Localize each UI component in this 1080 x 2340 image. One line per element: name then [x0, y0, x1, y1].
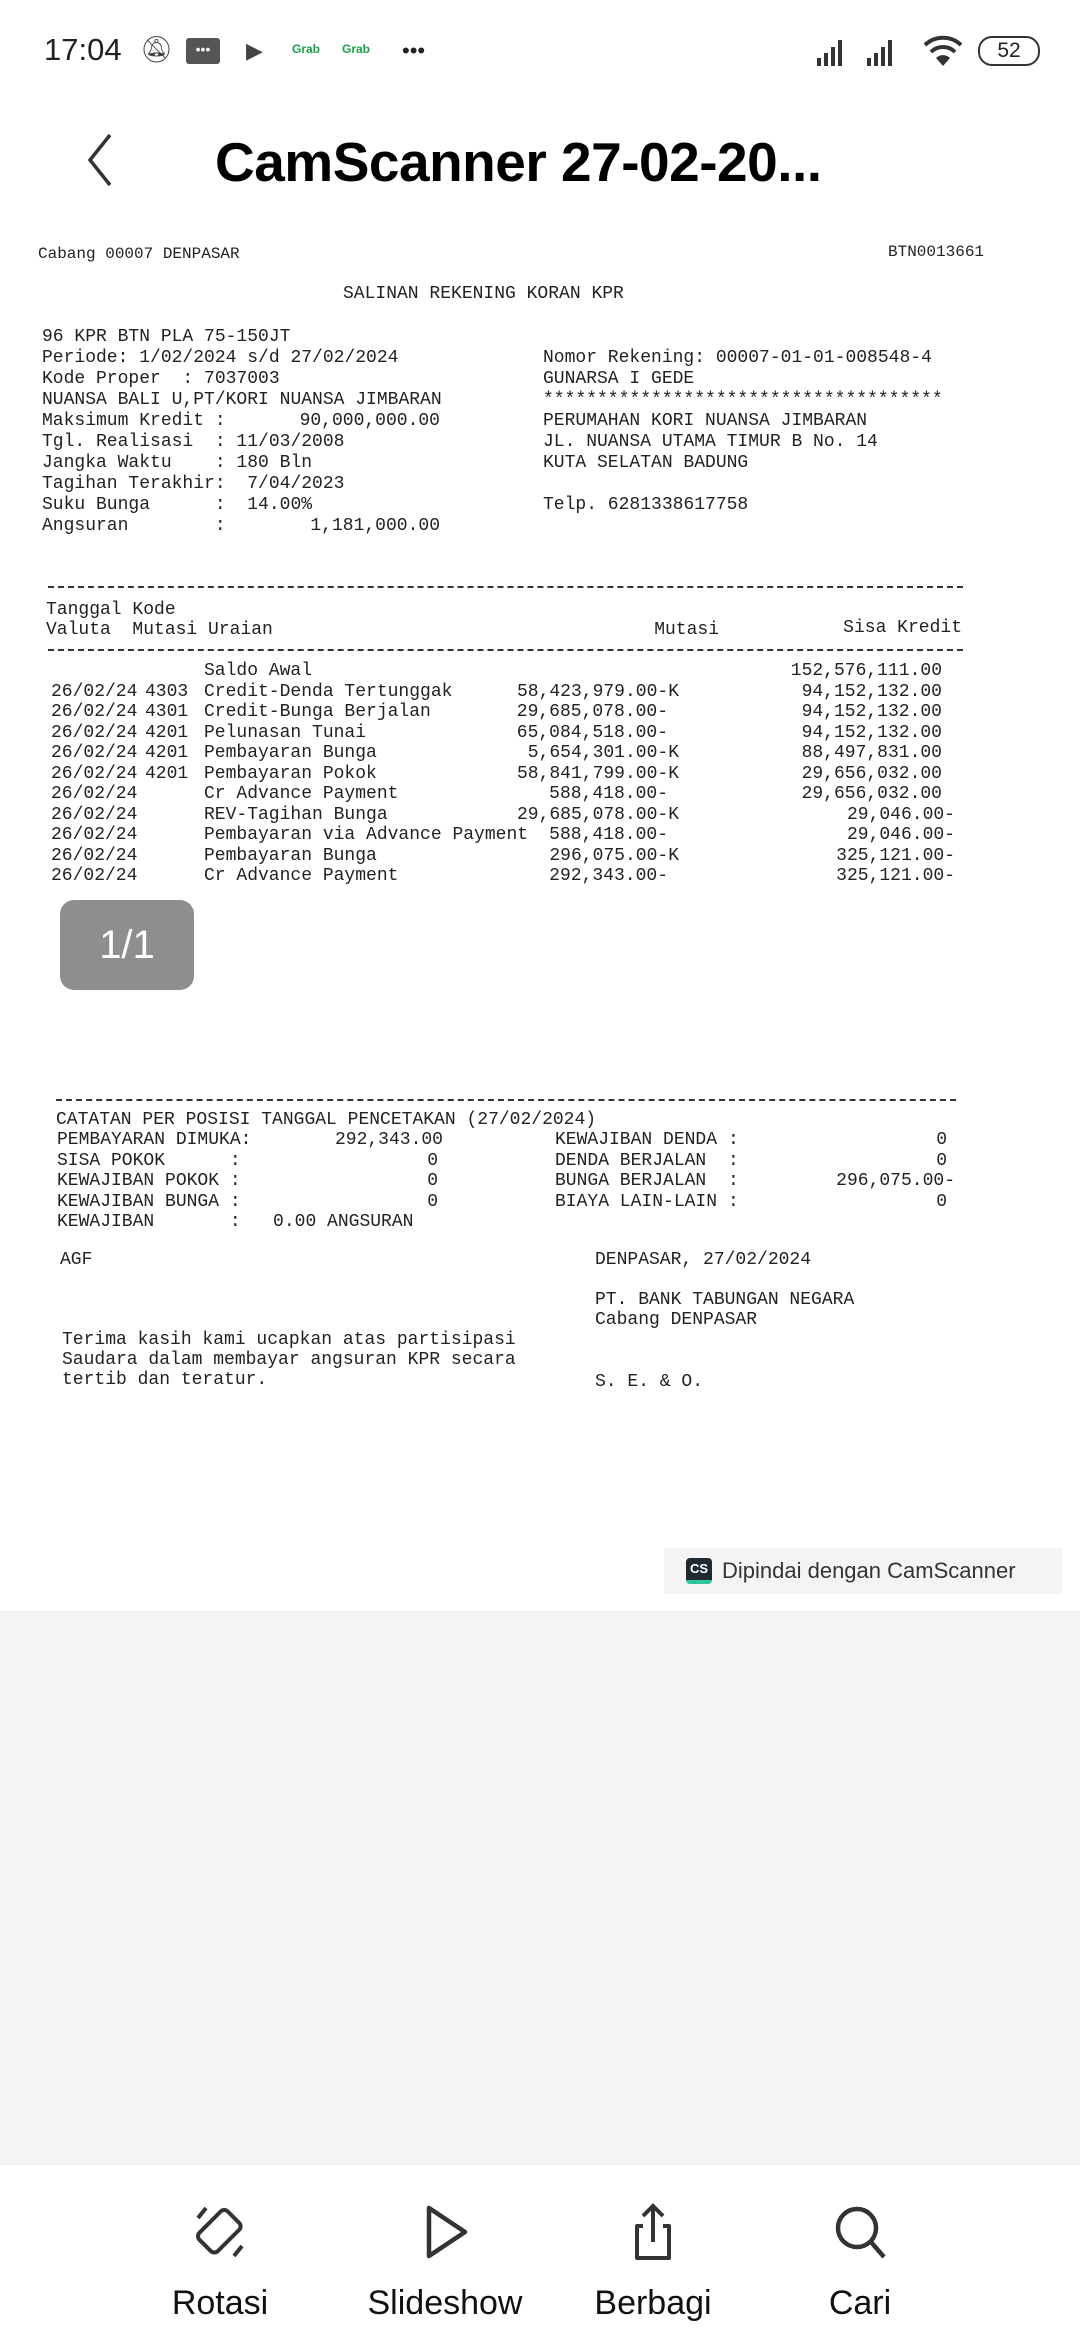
- row-description: Pembayaran Pokok: [204, 763, 377, 784]
- info-line: Tagihan Terakhir: 7/04/2023: [42, 474, 345, 494]
- row-sisa-kredit: 94,152,132.00: [801, 681, 942, 702]
- wifi-icon: [922, 34, 964, 68]
- row-mutasi: 65,084,518.00-: [516, 722, 668, 743]
- installment-value: 1,181,000.00: [310, 516, 440, 536]
- row-mutasi: 58,423,979.00-K: [516, 681, 679, 702]
- row-sisa-kredit: 29,046.00-: [846, 804, 955, 825]
- row-description: Pembayaran Bunga: [204, 743, 377, 763]
- watermark-text: Dipindai dengan CamScanner: [722, 1558, 1016, 1583]
- bank-name: PT. BANK TABUNGAN NEGARA: [595, 1290, 855, 1310]
- row-date: 26/02/24: [51, 845, 138, 866]
- status-bar: [0, 0, 1080, 100]
- info-line: Tgl. Realisasi : 11/03/2008: [42, 432, 345, 452]
- row-sisa-kredit: 88,497,831.00: [801, 743, 942, 763]
- scanned-document-page[interactable]: [0, 224, 1080, 1478]
- rotate-button[interactable]: [120, 2200, 320, 2323]
- info-line: KUTA SELATAN BADUNG: [543, 453, 749, 473]
- row-mutasi: 58,841,799.00-K: [516, 763, 679, 784]
- info-line: Suku Bunga : 14.00%: [42, 495, 313, 515]
- divider: [56, 1099, 956, 1101]
- table-header-line2: Valuta Mutasi Uraian: [46, 620, 273, 640]
- note-label: KEWAJIBAN DENDA: [555, 1130, 718, 1150]
- row-mutasi: 29,685,078.00-: [516, 702, 668, 722]
- row-code: 4201: [145, 763, 189, 784]
- note-value: 0: [427, 1191, 438, 1212]
- info-line: NUANSA BALI U,PT/KORI NUANSA JIMBARAN: [42, 390, 442, 410]
- max-credit-value: 90,000,000.00: [299, 411, 440, 431]
- note-label: BIAYA LAIN-LAIN: [555, 1191, 718, 1212]
- notes-title: CATATAN PER POSISI TANGGAL PENCETAKAN (27/02/2024): [56, 1110, 597, 1130]
- note-value: 0: [936, 1191, 947, 1212]
- row-date: 26/02/24: [51, 866, 138, 886]
- divider: [48, 586, 963, 588]
- grab-icon: Grab: [292, 42, 321, 56]
- info-line: Maksimum Kredit :: [42, 411, 226, 431]
- note-colon: :: [728, 1150, 739, 1171]
- row-date: 26/02/24: [51, 722, 138, 743]
- row-sisa-kredit: 325,121.00-: [836, 866, 955, 886]
- info-line: GUNARSA I GEDE: [543, 369, 695, 389]
- row-date: 26/02/24: [51, 784, 138, 804]
- note-colon: :: [728, 1191, 739, 1212]
- note-value: 292,343.00: [334, 1130, 443, 1150]
- battery-indicator: 52: [978, 36, 1040, 66]
- note-label: KEWAJIBAN POKOK :: [57, 1171, 241, 1191]
- seo-note: S. E. & O.: [595, 1372, 704, 1392]
- info-line: Periode: 1/02/2024 s/d 27/02/2024: [42, 348, 399, 368]
- row-date: 26/02/24: [51, 763, 138, 784]
- thanks-line: tertib dan teratur.: [62, 1370, 268, 1390]
- row-date: 26/02/24: [51, 702, 138, 722]
- row-mutasi: 5,654,301.00-K: [527, 743, 679, 763]
- document-heading: SALINAN REKENING KORAN KPR: [343, 284, 624, 304]
- info-line: Telp. 6281338617758: [543, 495, 749, 515]
- message-icon: •••: [186, 38, 220, 64]
- row-date: 26/02/24: [51, 825, 138, 845]
- bottom-toolbar: [0, 2165, 1080, 2340]
- table-header-mutasi: Mutasi: [654, 620, 719, 640]
- note-colon: :: [728, 1171, 739, 1191]
- row-description: Pembayaran via Advance Payment: [204, 825, 529, 845]
- camscanner-watermark: [664, 1548, 1062, 1594]
- note-label: BUNGA BERJALAN: [555, 1171, 707, 1191]
- note-value: 0: [427, 1171, 438, 1191]
- document-title: CamScanner 27-02-20...: [215, 131, 822, 193]
- thanks-line: Saudara dalam membayar angsuran KPR secara: [62, 1350, 516, 1370]
- note-colon: :: [728, 1130, 739, 1150]
- top-bar: [0, 110, 1080, 220]
- rotate-icon: [188, 2200, 252, 2264]
- search-label: Cari: [828, 2284, 892, 2322]
- note-value: 296,075.00-: [836, 1171, 955, 1191]
- share-label: Berbagi: [594, 2284, 712, 2322]
- search-button[interactable]: [760, 2200, 960, 2323]
- document-code: BTN0013661: [888, 243, 985, 261]
- info-line: Angsuran :: [42, 516, 226, 536]
- info-line: 96 KPR BTN PLA 75-150JT: [42, 327, 291, 347]
- row-sisa-kredit: 29,656,032.00: [801, 763, 942, 784]
- row-mutasi: 588,418.00-: [549, 825, 668, 845]
- row-description: Cr Advance Payment: [204, 866, 399, 886]
- row-date: 26/02/24: [51, 804, 138, 825]
- page-indicator: 1/1: [60, 900, 194, 990]
- info-line: Nomor Rekening: 00007-01-01-008548-4: [543, 348, 932, 368]
- row-mutasi: 292,343.00-: [549, 866, 668, 886]
- row-sisa-kredit: 29,046.00-: [846, 825, 955, 845]
- info-line: Kode Proper : 7037003: [42, 369, 280, 389]
- row-date: 26/02/24: [51, 743, 138, 763]
- note-label: PEMBAYARAN DIMUKA:: [57, 1130, 252, 1150]
- row-date: 26/02/24: [51, 681, 138, 702]
- grab-icon: Grab: [342, 42, 371, 56]
- info-line: JL. NUANSA UTAMA TIMUR B No. 14: [543, 432, 878, 452]
- share-button[interactable]: [553, 2200, 753, 2323]
- note-label: DENDA BERJALAN: [555, 1150, 707, 1171]
- play-store-icon: ▶: [246, 38, 263, 63]
- note-value: 0: [427, 1150, 438, 1171]
- notes-kewajiban: KEWAJIBAN : 0.00 ANGSURAN: [57, 1212, 414, 1232]
- branch-label: Cabang 00007 DENPASAR: [38, 245, 240, 263]
- row-mutasi: 296,075.00-K: [549, 845, 679, 866]
- row-description: Pembayaran Bunga: [204, 845, 377, 866]
- rotate-label: Rotasi: [171, 2284, 269, 2322]
- row-sisa-kredit: 94,152,132.00: [801, 702, 942, 722]
- place-date: DENPASAR, 27/02/2024: [595, 1250, 812, 1270]
- thanks-line: Terima kasih kami ucapkan atas partisipasi: [62, 1330, 516, 1350]
- row-mutasi: 588,418.00-: [549, 784, 668, 804]
- info-line: *************************************: [543, 390, 943, 410]
- search-icon: [828, 2200, 892, 2264]
- clock: 17:04: [44, 32, 122, 67]
- note-label: SISA POKOK :: [57, 1150, 241, 1171]
- row-code: 4201: [145, 743, 189, 763]
- play-icon: [413, 2200, 477, 2264]
- row-description: REV-Tagihan Bunga: [204, 804, 388, 825]
- officer-code: AGF: [60, 1250, 93, 1270]
- row-description: Pelunasan Tunai: [204, 722, 367, 743]
- row-code: 4303: [145, 681, 189, 702]
- slideshow-label: Slideshow: [367, 2284, 523, 2322]
- bank-branch: Cabang DENPASAR: [595, 1310, 758, 1330]
- row-code: 4301: [145, 702, 189, 722]
- viewer-background: [0, 1611, 1080, 2165]
- table-header-line1: Tanggal Kode: [46, 600, 176, 620]
- row-description: Credit-Denda Tertunggak: [204, 681, 453, 702]
- row-sisa-kredit: 94,152,132.00: [801, 722, 942, 743]
- camscanner-logo-icon: CS: [686, 1558, 712, 1584]
- row-description: Saldo Awal: [204, 661, 313, 681]
- note-label: KEWAJIBAN BUNGA :: [57, 1191, 241, 1212]
- note-value: 0: [936, 1150, 947, 1171]
- table-header-sisa: Sisa Kredit: [843, 618, 962, 638]
- more-notifications-icon: •••: [402, 38, 426, 63]
- row-mutasi: 29,685,078.00-K: [516, 804, 679, 825]
- row-sisa-kredit: 152,576,111.00: [790, 661, 942, 681]
- signal-icon: [815, 36, 915, 68]
- bell-off-icon: 🔕︎: [140, 34, 174, 64]
- slideshow-button[interactable]: [345, 2200, 545, 2323]
- info-line: PERUMAHAN KORI NUANSA JIMBARAN: [543, 411, 868, 431]
- row-sisa-kredit: 29,656,032.00: [801, 784, 942, 804]
- row-description: Cr Advance Payment: [204, 784, 399, 804]
- back-button[interactable]: [80, 130, 120, 190]
- note-value: 0: [936, 1130, 947, 1150]
- share-icon: [621, 2200, 685, 2264]
- row-code: 4201: [145, 722, 189, 743]
- row-sisa-kredit: 325,121.00-: [836, 845, 955, 866]
- info-line: Jangka Waktu : 180 Bln: [42, 453, 313, 473]
- row-description: Credit-Bunga Berjalan: [204, 702, 431, 722]
- divider: [48, 649, 963, 651]
